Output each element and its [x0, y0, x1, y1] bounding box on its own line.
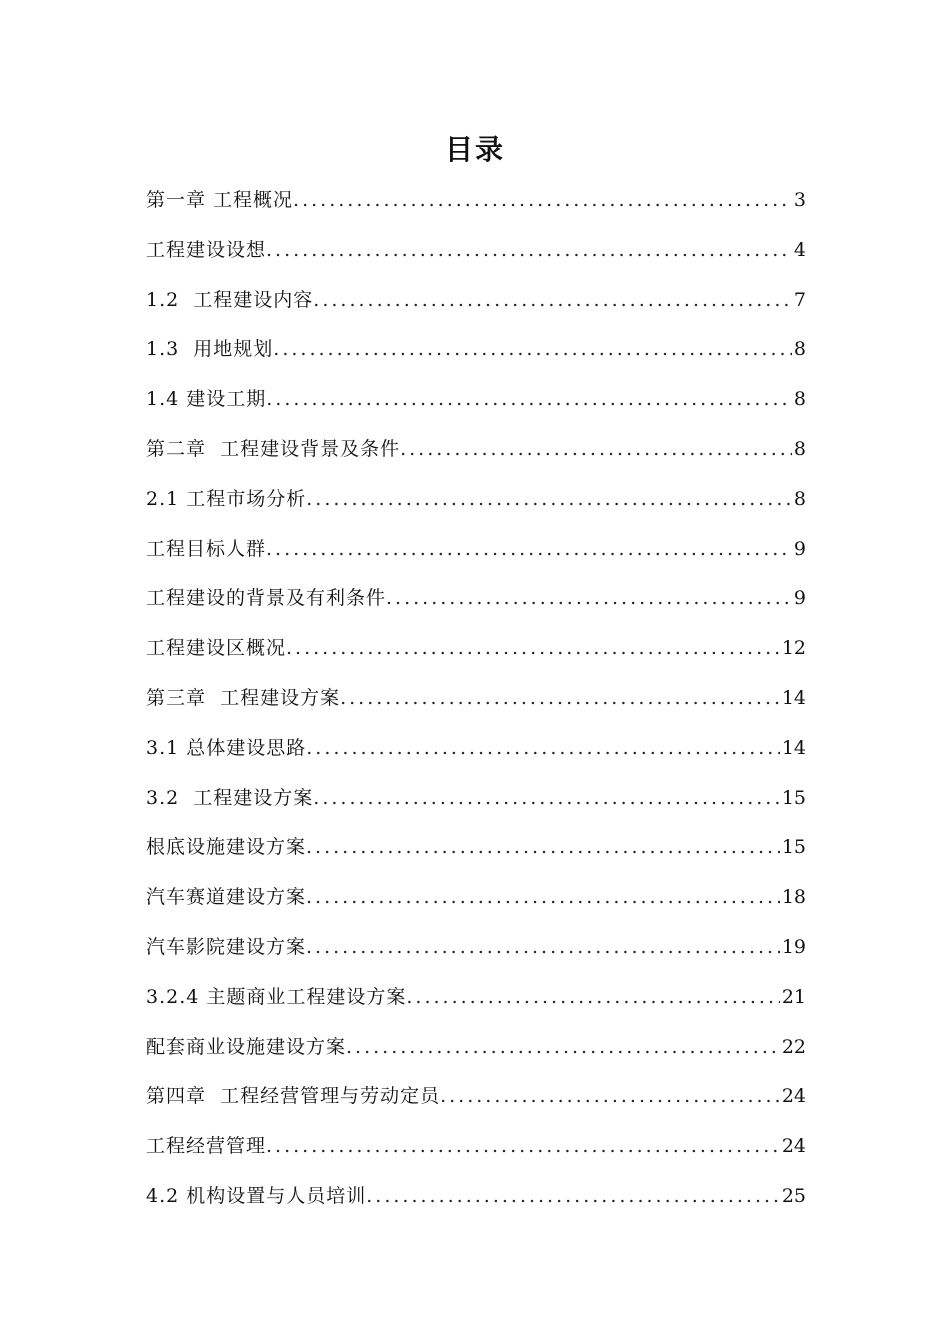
toc-dot-leader — [306, 877, 780, 917]
toc-dot-leader — [366, 1176, 780, 1216]
toc-entry[interactable] — [146, 678, 806, 728]
toc-entry-text: 第四章 工程经营管理与劳动定员 — [146, 1085, 441, 1108]
toc-dot-leader — [266, 230, 792, 270]
toc-entry-text: 第二章 工程建设背景及条件 — [146, 437, 401, 460]
toc-entry[interactable] — [146, 778, 806, 828]
toc-entry[interactable] — [146, 728, 806, 778]
toc-entry[interactable] — [146, 529, 806, 579]
toc-list — [146, 180, 806, 1226]
toc-entry-text: 第三章 工程建设方案 — [146, 686, 341, 709]
toc-entry-text: 1.3 用地规划 — [146, 338, 274, 361]
toc-entry-text: 1.2 工程建设内容 — [146, 288, 314, 311]
toc-entry-text: 1.4 建设工期 — [146, 388, 267, 411]
toc-dot-leader — [266, 1126, 780, 1166]
toc-page-number: 25 — [781, 1184, 806, 1207]
toc-page-number: 14 — [781, 736, 806, 759]
toc-dot-leader — [266, 529, 792, 569]
toc-dot-leader — [346, 1027, 780, 1067]
toc-entry-text: 2.1 工程市场分析 — [146, 487, 307, 510]
toc-entry-text: 汽车赛道建设方案 — [146, 886, 307, 909]
toc-entry[interactable] — [146, 230, 806, 280]
toc-dot-leader — [406, 977, 779, 1017]
toc-entry[interactable] — [146, 180, 806, 230]
toc-entry[interactable] — [146, 977, 806, 1027]
toc-entry-text: 根底设施建设方案 — [146, 836, 307, 859]
toc-entry-text: 配套商业设施建设方案 — [146, 1035, 347, 1058]
toc-dot-leader — [400, 429, 792, 469]
toc-dot-leader — [266, 379, 792, 419]
toc-entry-text: 工程建设区概况 — [146, 637, 287, 660]
toc-dot-leader — [386, 578, 792, 618]
toc-entry[interactable] — [146, 628, 806, 678]
toc-entry[interactable] — [146, 429, 806, 479]
toc-dot-leader — [286, 628, 780, 668]
toc-dot-leader — [306, 728, 780, 768]
toc-page-number: 21 — [781, 985, 806, 1008]
toc-page-number: 8 — [793, 338, 806, 361]
toc-page-number: 8 — [793, 487, 806, 510]
toc-page-number: 9 — [793, 587, 806, 610]
toc-dot-leader — [293, 180, 792, 220]
toc-dot-leader — [306, 827, 780, 867]
toc-entry-text: 工程目标人群 — [146, 537, 267, 560]
toc-entry[interactable] — [146, 827, 806, 877]
toc-entry-text: 工程建设设想 — [146, 238, 267, 261]
toc-page-number: 8 — [793, 388, 806, 411]
toc-entry[interactable] — [146, 329, 806, 379]
toc-dot-leader — [313, 778, 780, 818]
toc-page-number: 19 — [781, 935, 806, 958]
toc-page-number: 12 — [781, 637, 806, 660]
toc-entry[interactable] — [146, 1027, 806, 1077]
toc-page-number: 9 — [793, 537, 806, 560]
toc-entry-text: 第一章 工程概况 — [146, 189, 294, 211]
toc-entry-text: 3.2.4 主题商业工程建设方案 — [146, 985, 407, 1008]
toc-entry[interactable] — [146, 1176, 806, 1226]
toc-dot-leader — [313, 280, 792, 320]
toc-entry[interactable] — [146, 479, 806, 529]
toc-page-number: 24 — [781, 1135, 806, 1158]
toc-entry[interactable] — [146, 379, 806, 429]
toc-entry-text: 工程经营管理 — [146, 1135, 267, 1158]
toc-entry[interactable] — [146, 578, 806, 628]
toc-page-number: 18 — [781, 886, 806, 909]
toc-page-number: 8 — [793, 437, 806, 460]
toc-page-number: 15 — [781, 836, 806, 859]
toc-dot-leader — [306, 479, 792, 519]
toc-entry[interactable] — [146, 877, 806, 927]
toc-page-number: 4 — [793, 238, 806, 261]
toc-entry-text: 汽车影院建设方案 — [146, 935, 307, 958]
toc-entry-text: 3.2 工程建设方案 — [146, 786, 314, 809]
toc-entry-text: 4.2 机构设置与人员培训 — [146, 1184, 367, 1207]
toc-entry[interactable] — [146, 1126, 806, 1176]
toc-dot-leader — [440, 1076, 780, 1116]
toc-page-number: 3 — [793, 189, 806, 211]
toc-page-number: 24 — [781, 1085, 806, 1108]
toc-entry[interactable] — [146, 1076, 806, 1126]
toc-page-number: 22 — [781, 1035, 806, 1058]
toc-entry-text: 3.1 总体建设思路 — [146, 736, 307, 759]
toc-title: 目录 — [444, 133, 505, 166]
toc-dot-leader — [306, 927, 780, 967]
toc-entry-text: 工程建设的背景及有利条件 — [146, 587, 387, 610]
toc-dot-leader — [273, 329, 792, 369]
toc-page-number: 15 — [781, 786, 806, 809]
toc-entry[interactable] — [146, 280, 806, 330]
toc-page-number: 7 — [793, 288, 806, 311]
toc-dot-leader — [340, 678, 780, 718]
toc-page-number: 14 — [781, 686, 806, 709]
toc-entry[interactable] — [146, 927, 806, 977]
